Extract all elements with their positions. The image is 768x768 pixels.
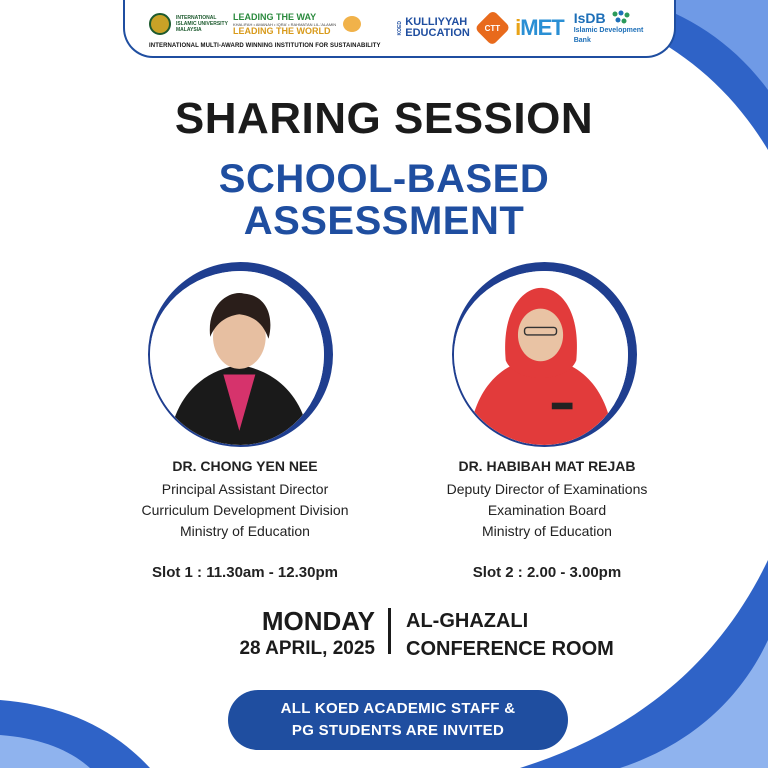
- speaker-2-org: Ministry of Education: [482, 523, 612, 539]
- iium-crest-icon: [149, 13, 171, 35]
- speaker-2-division: Examination Board: [487, 502, 607, 518]
- logo-bar: [123, 0, 676, 58]
- speaker-1-role: Principal Assistant Director: [161, 481, 329, 497]
- speaker-1-org: Ministry of Education: [180, 523, 310, 539]
- imet-logo: iMET: [515, 15, 564, 40]
- speaker-1-name: DR. CHONG YEN NEE: [172, 458, 318, 474]
- speaker-1-portrait: [150, 271, 324, 445]
- leading-the-way-logo: LEADING THE WAY KHALIFAH • AMANAH • IQRA' • RAHMATAN LIL-'ALAMIN LEADING THE WORLD: [233, 11, 337, 36]
- speaker-2-photo: [452, 262, 637, 447]
- iium-name: INTERNATIONAL ISLAMIC UNIVERSITY MALAYSIA: [176, 15, 228, 33]
- event-venue: AL-GHAZALI CONFERENCE ROOM: [406, 610, 614, 660]
- speaker-2-portrait: [454, 271, 628, 445]
- date-venue-divider: [388, 608, 391, 654]
- slot-2-time: Slot 2 : 2.00 - 3.00pm: [472, 564, 622, 581]
- event-subtitle: SCHOOL-BASED ASSESSMENT: [218, 157, 550, 243]
- speaker-2-role: Deputy Director of Examinations: [446, 481, 648, 497]
- invitation-banner: ALL KOED ACADEMIC STAFF & PG STUDENTS ARE INVITED: [228, 690, 568, 750]
- speaker-1-photo: [148, 262, 333, 447]
- iium-logo: [149, 7, 387, 49]
- speaker-1-division: Curriculum Development Division: [141, 502, 349, 518]
- award-badge-icon: [343, 16, 361, 32]
- speaker-2-name: DR. HABIBAH MAT REJAB: [458, 458, 636, 474]
- isdb-logo: IsDB Islamic Development Bank: [573, 10, 644, 44]
- event-date: [239, 606, 375, 662]
- event-full-date: 28 APRIL, 2025: [239, 638, 375, 659]
- iium-tagline: INTERNATIONAL MULTI-AWARD WINNING INSTITUTION FOR SUSTAINABILITY: [149, 43, 381, 49]
- kulliyyah-education-logo: KOED KULLIYYAH EDUCATION: [397, 16, 470, 39]
- isdb-globe-icon: [610, 10, 632, 26]
- speaker-1-details: [110, 456, 380, 542]
- event-title: SHARING SESSION: [174, 94, 594, 143]
- ctt-logo: CTT: [474, 10, 510, 46]
- speaker-2-details: [412, 456, 682, 542]
- slot-1-time: Slot 1 : 11.30am - 12.30pm: [152, 564, 338, 581]
- event-day: MONDAY: [261, 606, 375, 636]
